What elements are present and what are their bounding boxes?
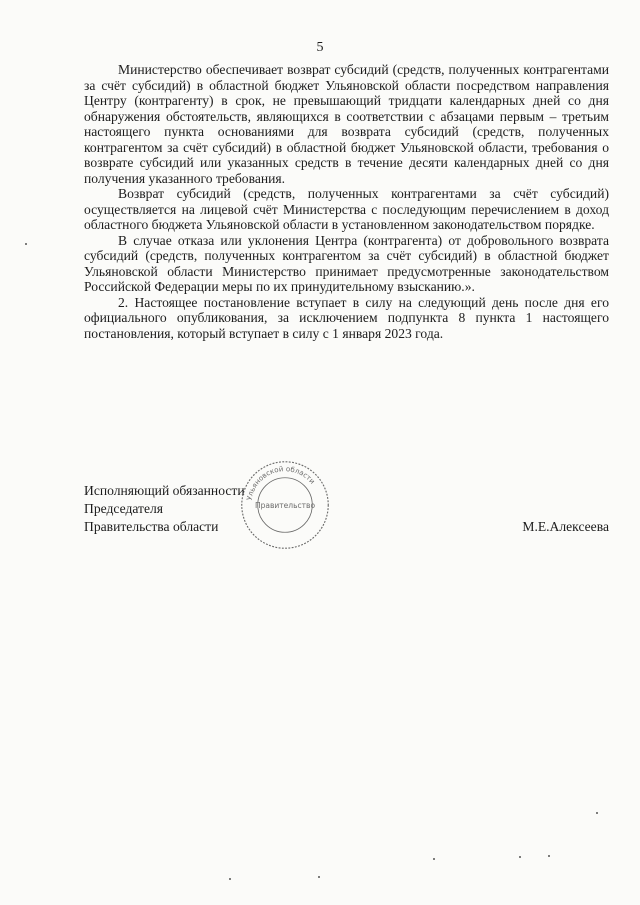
- scan-speck: [596, 812, 598, 814]
- paragraph-effective-date: 2. Настоящее постановление вступает в силу на следующий день после дня его официального опубликования, за исключением подпункта 8 пункта 1 настоящего постановления, который вступает в силу с 1 января 2023 года.: [84, 294, 609, 341]
- svg-text:Ульяновской области: [244, 464, 317, 501]
- official-seal-stamp: [238, 458, 332, 552]
- signature-block: [84, 482, 609, 536]
- paragraph-refund-account: Возврат субсидий (средств, полученных контрагентами за счёт субсидий) осуществляется на лицевой счёт Министерства с последующим перечислением в доход областного бюджета Ульяновской области в установленном законодательством порядке.: [84, 186, 609, 232]
- scan-speck: [433, 858, 435, 860]
- paragraph-refund-procedure: Министерство обеспечивает возврат субсидий (средств, полученных контрагентами за счёт субсидий) в областной бюджет Ульяновской области посредством направления Центру (контрагенту) в срок, не превышающий тридцати календарных дней со дня обнаружения обстоятельств, являющихся в соответствии с абзацами первым – третьим настоящего пункта основаниями для возврата субсидий (средств, полученных контрагентом за счёт субсидий) в областной бюджет Ульяновской области, требования о возврате субсидий или указанных средств в течение десяти календарных дней со дня получения указанного требования.: [84, 62, 609, 186]
- document-body: [84, 62, 609, 341]
- signatory-title-line1: Исполняющий обязанности: [84, 483, 245, 498]
- signatory-title-line2: Председателя: [84, 501, 164, 516]
- signatory-title-line3: Правительства области: [84, 519, 219, 534]
- scan-speck: [519, 856, 521, 858]
- scan-speck: [25, 243, 27, 245]
- scan-speck: [548, 855, 550, 857]
- seal-ring-text: Ульяновской области: [244, 464, 318, 502]
- seal-center-text: Правительство: [254, 500, 316, 510]
- signatory-name: М.Е.Алексеева: [522, 519, 609, 534]
- scan-speck: [318, 876, 320, 878]
- scan-speck: [229, 878, 231, 880]
- page-number: 5: [316, 40, 324, 55]
- paragraph-refusal-case: В случае отказа или уклонения Центра (контрагента) от добровольного возврата субсидий (средств, полученных контрагентом за счёт субсидий) в областной бюджет Ульяновской области Министерство принимает предусмотренные законодательством Российской Федерации меры по их принудительному взысканию.».: [84, 232, 609, 294]
